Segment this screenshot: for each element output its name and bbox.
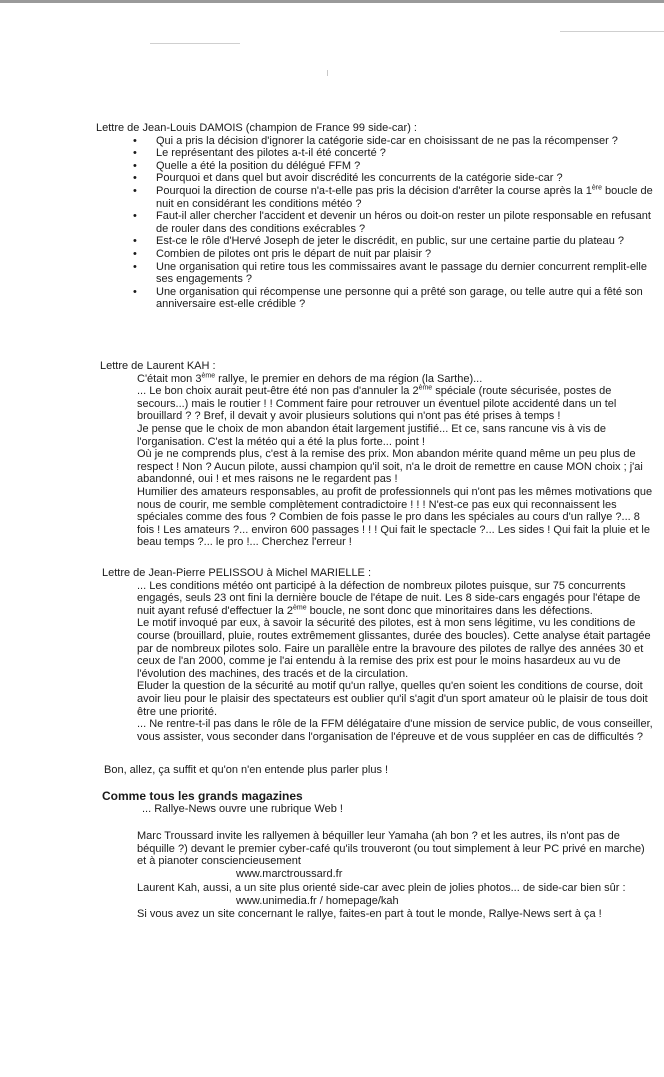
list-item: • Une organisation qui retire tous les commissaires avant le passage du dernier concurrent remplit-elle ses engagements ? — [133, 260, 647, 286]
list-item: • Pourquoi et dans quel but avoir discrédité les concurrents de la catégorie side-car ? — [133, 172, 563, 185]
list-item: • Est-ce le rôle d'Hervé Joseph de jeter le discrédit, en public, sur une certaine partie du plateau ? — [133, 235, 625, 248]
list-item: • Une organisation qui récompense une personne qui a prêté son garage, ou telle autre qui a fêté son anniversaire est-elle crédible ? — [133, 285, 643, 311]
text-line: l'organisation. C'est la météo qui a été la plus forte... point ! — [137, 435, 425, 448]
text-line: béquille ?) devant le premier cyber-café qu'ils trouveront (ou tout simplement à leur PC privé en marche) — [137, 842, 645, 855]
section-subtitle: ... Rallye-News ouvre une rubrique Web ! — [142, 802, 343, 815]
text-line: ... Les conditions météo ont participé à la défection de nombreux pilotes puisque, sur 75 concurrents — [137, 579, 626, 592]
text-line: Humilier des amateurs responsables, au profit de professionnels qui n'ont pas les mêmes motivations que — [137, 485, 653, 498]
text-line: vous assister, vous seconder dans l'organisation de l'épreuve et de vous suppléer en cas de difficultés ? — [137, 730, 644, 743]
text-line: abandonné, oui ! et mes raisons ne le regardent pas ! — [137, 473, 398, 486]
list-item: • Combien de pilotes ont pris le départ de nuit par plaisir ? — [133, 247, 432, 260]
bullet-icon: • — [133, 285, 137, 298]
bullet-icon: • — [133, 235, 137, 248]
list-item: • Le représentant des pilotes a-t-il été concerté ? — [133, 147, 386, 160]
troussard-paragraph — [0, 830, 664, 880]
list-item: • Pourquoi la direction de course n'a-t-elle pas pris la décision d'arrêter la course après la 1ère boucle de nuit en considérant les conditions météo ? — [133, 184, 653, 210]
closing-remark: Bon, allez, ça suffit et qu'on n'en entende plus parler plus ! — [104, 764, 389, 776]
text-line: C'était mon 3ème rallye, le premier en dehors de ma région (la Sarthe)... — [137, 371, 483, 385]
text-line: course (brouillard, pluie, routes extrêmement glissantes, durée des boucles). Cette analyse était partagée — [137, 629, 651, 642]
text-line: fois ! Les amateurs ?... environ 600 passages ! ! ! Qui fait le spectacle ?... Les sides ! Qui fait la pluie et le — [137, 523, 650, 536]
bullet-icon: • — [133, 147, 137, 160]
list-item: • Quelle a été la position du délégué FFM ? — [133, 159, 361, 172]
list-item: • Qui a pris la décision d'ignorer la catégorie side-car en choisissant de ne pas la récompenser ? — [133, 134, 618, 147]
bullet-icon: • — [133, 210, 137, 223]
letter-damois — [0, 122, 664, 311]
website-link[interactable]: www.marctroussard.fr — [236, 867, 343, 880]
text-line: respect ! Non ? Aucun pilote, aussi champion qu'il soit, n'a le droit de remettre en cause MON choix ; j'ai — [137, 460, 643, 473]
letter-pelissou — [0, 567, 664, 743]
text-line: Laurent Kah, aussi, a un site plus orienté side-car avec plein de jolies photos... de side-car bien sûr : — [137, 882, 626, 894]
text-line: par de nombreux pilotes solo. Faire un parallèle entre la bravoure des pilotes de rallye des années 30 et — [137, 642, 644, 655]
text-line: nous de courir, me semble complètement contradictoire ! ! ! N'est-ce pas eux qui reconnaissent les — [137, 498, 617, 511]
web-closing — [0, 908, 664, 921]
text-line: Eluder la question de la sécurité au motif qu'un rallye, quelles qu'en soient les conditions de course, doit — [137, 680, 643, 693]
bullet-icon: • — [133, 247, 137, 260]
text-line: nuit ayant refusé d'effectuer la 2ème boucle, ne sont donc que minoritaires dans les défections. — [137, 604, 593, 617]
letter-intro: Lettre de Jean-Louis DAMOIS (champion de France 99 side-car) : — [96, 122, 417, 134]
text-line: Où je ne comprends plus, c'est à la remise des prix. Mon abandon mérite quand même un peu plus de — [137, 448, 636, 461]
bullet-icon: • — [133, 260, 137, 273]
letter-kah — [0, 360, 664, 549]
text-line: ... Le bon choix aurait peut-être été non pas d'annuler la 2ème spéciale (route sécurisée, postes de — [137, 384, 612, 398]
text-line: Si vous avez un site concernant le rallye, faites-en part à tout le monde, Rallye-News sert à ça ! — [137, 908, 602, 920]
text-line: ... Ne rentre-t-il pas dans le rôle de la FFM délégataire d'une mission de service public, de vous conseiller, — [137, 718, 653, 731]
section-heading: Comme tous les grands magazines — [102, 789, 303, 803]
text-line: être une priorité. — [137, 705, 218, 718]
web-section — [0, 790, 343, 815]
text-line: brouillard ? ? Bref, il devait y avoir plusieurs solutions qui n'ont pas été prises à temps ! — [137, 410, 561, 423]
text-line: spéciales comme des fous ? Combien de fois passe le pro dans les spéciales au cours d'un rallye ?... 8 — [137, 511, 640, 524]
website-link[interactable]: www.unimedia.fr / homepage/kah — [236, 894, 399, 907]
bullet-icon: • — [133, 134, 137, 147]
text-line: ceux de l'an 2000, comme je l'ai entendu à la remise des prix est pour le moins hasardeux au vu de — [137, 655, 621, 668]
bullet-icon: • — [133, 159, 137, 172]
text-line: Je pense que le choix de mon abandon était largement justifié... Et ce, sans rancune vis à vis de — [137, 422, 606, 435]
text-line: avoir lieu pour le plaisir des spectateurs est oublier qu'il s'agit d'un sport amateur où le plaisir de tous doit — [137, 692, 648, 705]
bullet-icon: • — [133, 184, 137, 197]
text-line: engagés, seuls 23 ont fini la dernière boucle de l'étape de nuit. Les 8 side-cars engagés pour l'étape de — [137, 592, 641, 605]
text-line: Le motif invoqué par eux, à savoir la sécurité des pilotes, est à mon sens légitime, vu les conditions de — [137, 617, 636, 630]
text-line: et à pianoter consciencieusement — [137, 855, 301, 868]
text-line: Marc Troussard invite les rallyemen à béquiller leur Yamaha (ah bon ? et les autres, ils n'ont pas de — [137, 830, 620, 842]
kah-paragraph — [0, 882, 664, 907]
text-line: l'évolution des machines, des tracés et de la circulation. — [137, 667, 409, 680]
letter-intro: Lettre de Jean-Pierre PELISSOU à Michel MARIELLE : — [102, 567, 372, 579]
letter-body — [0, 580, 664, 744]
list-item: • Faut-il aller chercher l'accident et devenir un héros ou doit-on rester un pilote responsable en refusant de rouler dans des conditions exécrables ? — [133, 210, 651, 235]
text-line: secours...) mais le routier ! ! Comment faire pour retrouver un éventuel pilote accidenté dans un tel — [137, 397, 617, 410]
bullet-icon: • — [133, 172, 137, 185]
question-list — [0, 135, 664, 311]
text-line: beau temps ?... le pro !... Cherchez l'erreur ! — [137, 536, 352, 549]
letter-body — [0, 373, 664, 549]
letter-intro: Lettre de Laurent KAH : — [100, 360, 216, 372]
